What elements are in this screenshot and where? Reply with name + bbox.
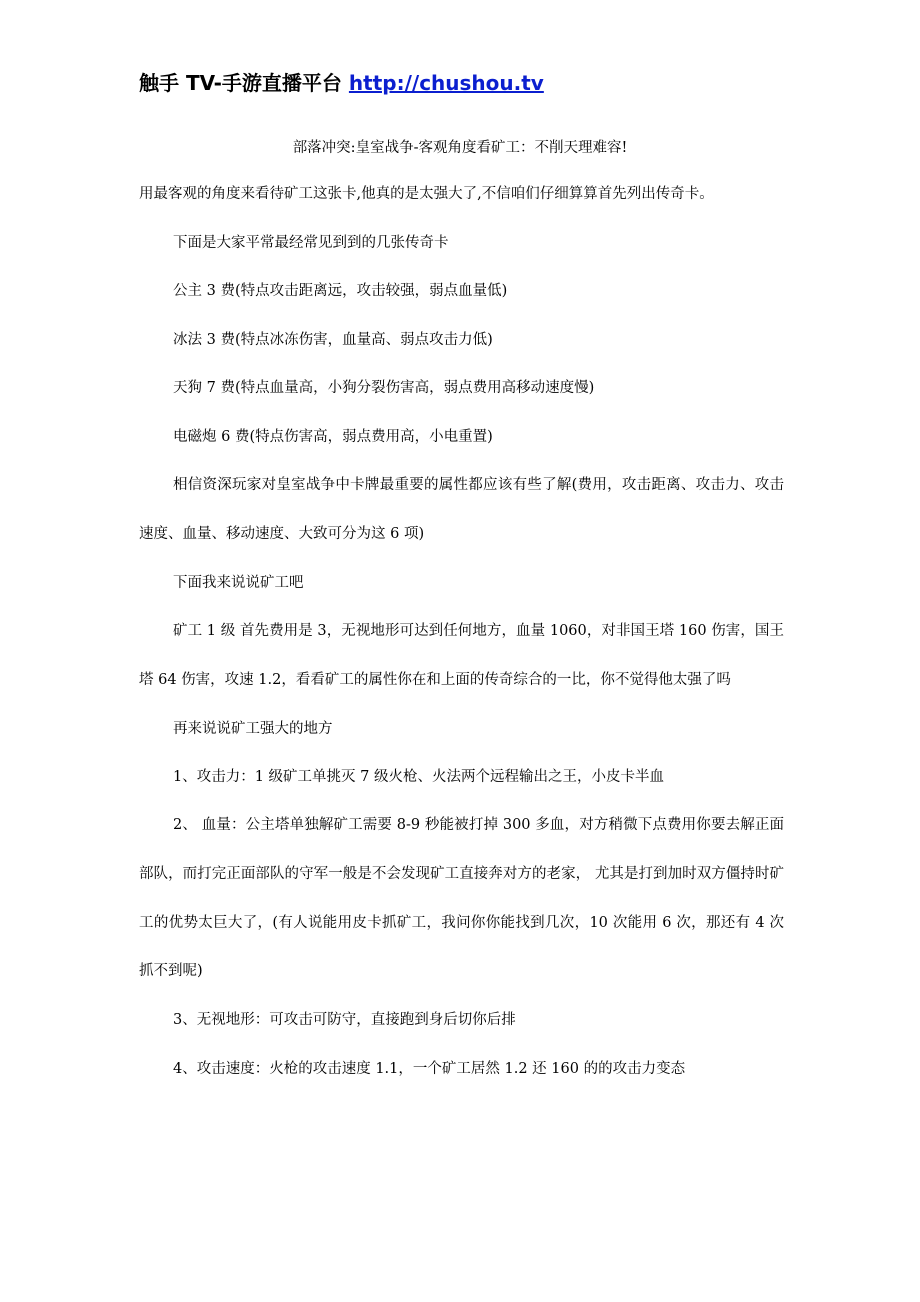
paragraph: 下面是大家平常最经常见到到的几张传奇卡	[173, 234, 449, 251]
site-brand: 触手 TV-手游直播平台	[139, 71, 349, 95]
paragraph: 4、攻击速度：火枪的攻击速度 1.1，一个矿工居然 1.2 还 160 的的攻击力变态	[173, 1060, 686, 1077]
paragraph: 天狗 7 费(特点血量高，小狗分裂伤害高，弱点费用高移动速度慢)	[173, 380, 595, 397]
paragraph: 公主 3 费(特点攻击距离远，攻击较强，弱点血量低)	[173, 283, 508, 300]
paragraph: 相信资深玩家对皇室战争中卡牌最重要的属性都应该有些了解(费用，攻击距离、攻击力、攻击速度、血量、移动速度、大致可分为这 6 项)	[139, 477, 784, 542]
paragraph: 电磁炮 6 费(特点伤害高，弱点费用高，小电重置)	[173, 428, 493, 445]
paragraph: 再来说说矿工强大的地方	[173, 720, 333, 737]
site-header	[139, 66, 544, 100]
paragraph: 2、 血量：公主塔单独解矿工需要 8-9 秒能被打掉 300 多血，对方稍微下点费用你要去解正面部队，而打完正面部队的守军一般是不会发现矿工直接奔对方的老家， 尤其是打到加时双方僵持时矿工的优势太巨大了，(有人说能用皮卡抓矿工，我问你你能找到几次，10 次能用 6 次，那还有 4 次抓不到呢)	[139, 817, 784, 980]
paragraph-intro: 用最客观的角度来看待矿工这张卡,他真的是太强大了,不信咱们仔细算算首先列出传奇卡。	[139, 186, 714, 202]
paragraph: 3、无视地形：可攻击可防守，直接跑到身后切你后排	[173, 1012, 516, 1029]
paragraph: 下面我来说说矿工吧	[173, 574, 304, 591]
paragraph: 1、攻击力：1 级矿工单挑灭 7 级火枪、火法两个远程输出之王，小皮卡半血	[173, 769, 665, 786]
paragraph: 冰法 3 费(特点冰冻伤害，血量高、弱点攻击力低)	[173, 331, 493, 348]
document-title: 部落冲突:皇室战争-客观角度看矿工：不削天理难容!	[292, 140, 628, 156]
document-body	[139, 182, 784, 1105]
paragraph: 矿工 1 级 首先费用是 3，无视地形可达到任何地方，血量 1060，对非国王塔 160 伤害，国王塔 64 伤害，攻速 1.2，看看矿工的属性你在和上面的传奇综合的一比，你不觉得他太强了吗	[139, 623, 784, 688]
site-link[interactable]: http://chushou.tv	[348, 71, 544, 95]
